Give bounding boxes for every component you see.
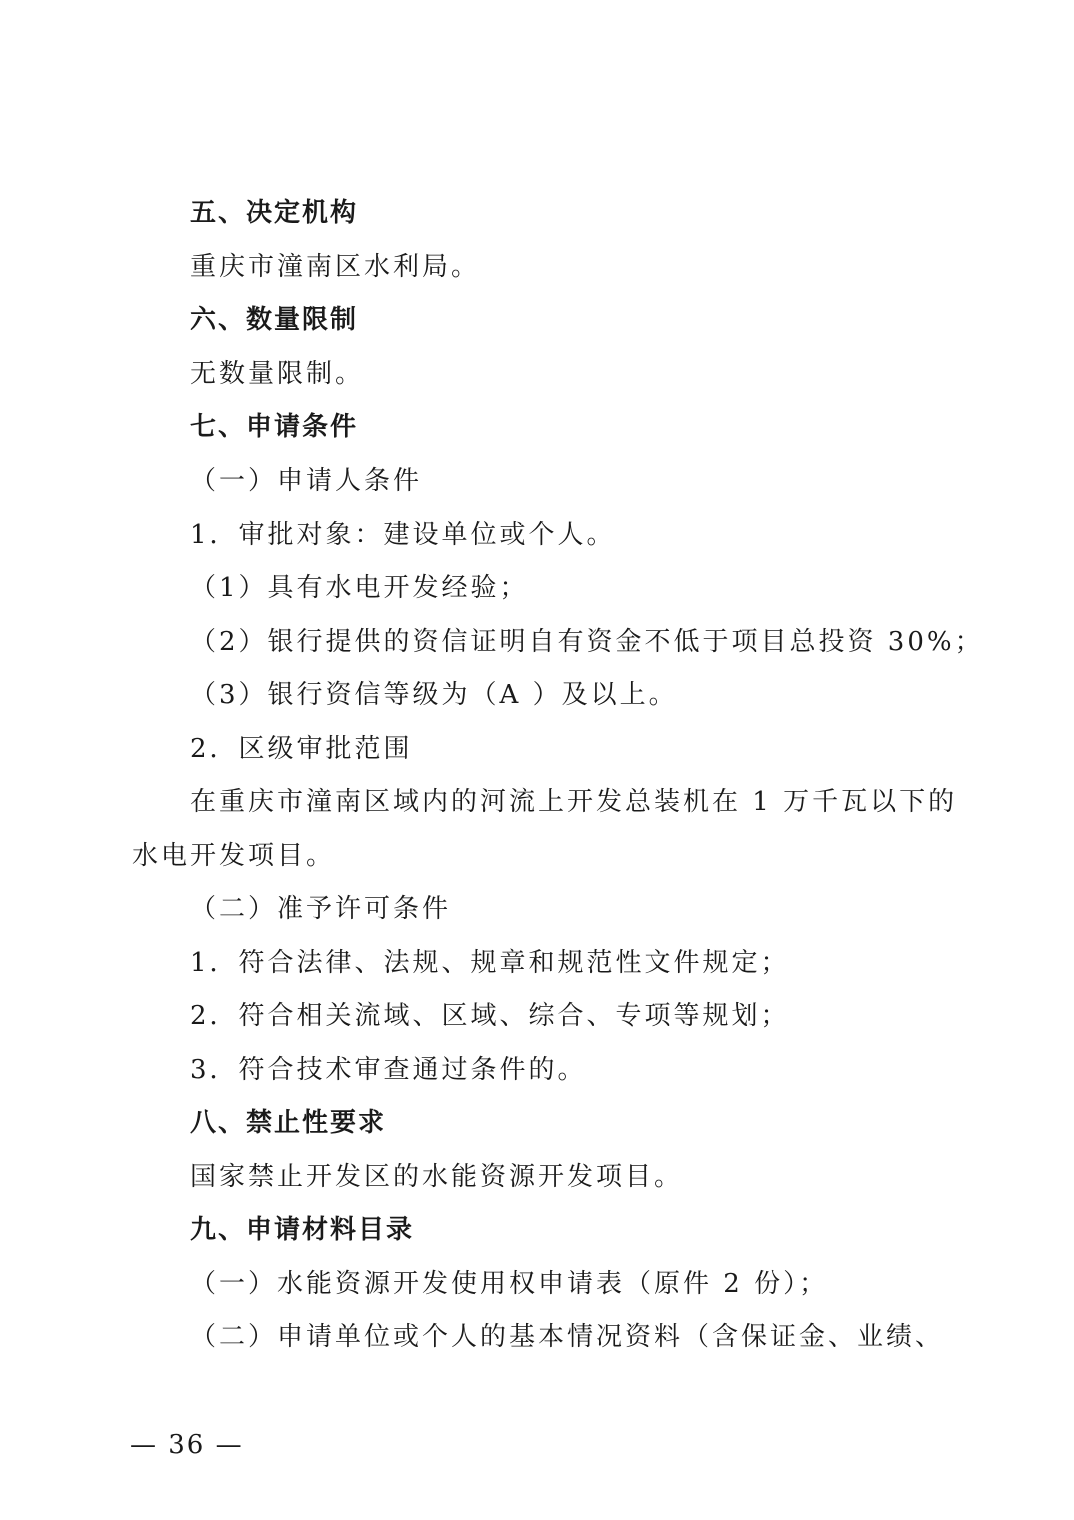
section-heading-quantity-limit: 六、数量限制 [190, 305, 359, 335]
section-heading-application-conditions: 七、申请条件 [190, 412, 359, 442]
page-number: — 36 — [130, 1430, 244, 1460]
section-heading-application-materials: 九、申请材料目录 [190, 1215, 415, 1245]
list-item: （1）具有水电开发经验； [190, 573, 529, 603]
paragraph-line: 国家禁止开发区的水能资源开发项目。 [190, 1162, 684, 1192]
list-item: 2．符合相关流域、区域、综合、专项等规划； [190, 1001, 790, 1031]
list-item: 3．符合技术审查通过条件的。 [190, 1055, 587, 1085]
list-item: （二）申请单位或个人的基本情况资料（含保证金、业绩、 [190, 1322, 945, 1352]
list-item: （一）水能资源开发使用权申请表（原件 2 份）； [190, 1269, 829, 1299]
list-item: （3）银行资信等级为（A ）及以上。 [190, 680, 678, 710]
paragraph-line: 无数量限制。 [190, 359, 365, 389]
paragraph-line: 1．审批对象：建设单位或个人。 [190, 520, 616, 550]
list-item: 1．符合法律、法规、规章和规范性文件规定； [190, 948, 790, 978]
paragraph-line: 在重庆市潼南区域内的河流上开发总装机在 1 万千瓦以下的 [190, 787, 958, 817]
list-item: （2）银行提供的资信证明自有资金不低于项目总投资 30%； [190, 627, 984, 657]
paragraph-line: 重庆市潼南区水利局。 [190, 252, 481, 282]
subsection-heading: （二）准予许可条件 [190, 894, 452, 924]
section-heading-prohibitions: 八、禁止性要求 [190, 1108, 387, 1138]
section-heading-decision-authority: 五、决定机构 [190, 198, 359, 228]
paragraph-line: 2．区级审批范围 [190, 734, 413, 764]
paragraph-line-continuation: 水电开发项目。 [132, 841, 336, 871]
subsection-heading: （一）申请人条件 [190, 466, 423, 496]
